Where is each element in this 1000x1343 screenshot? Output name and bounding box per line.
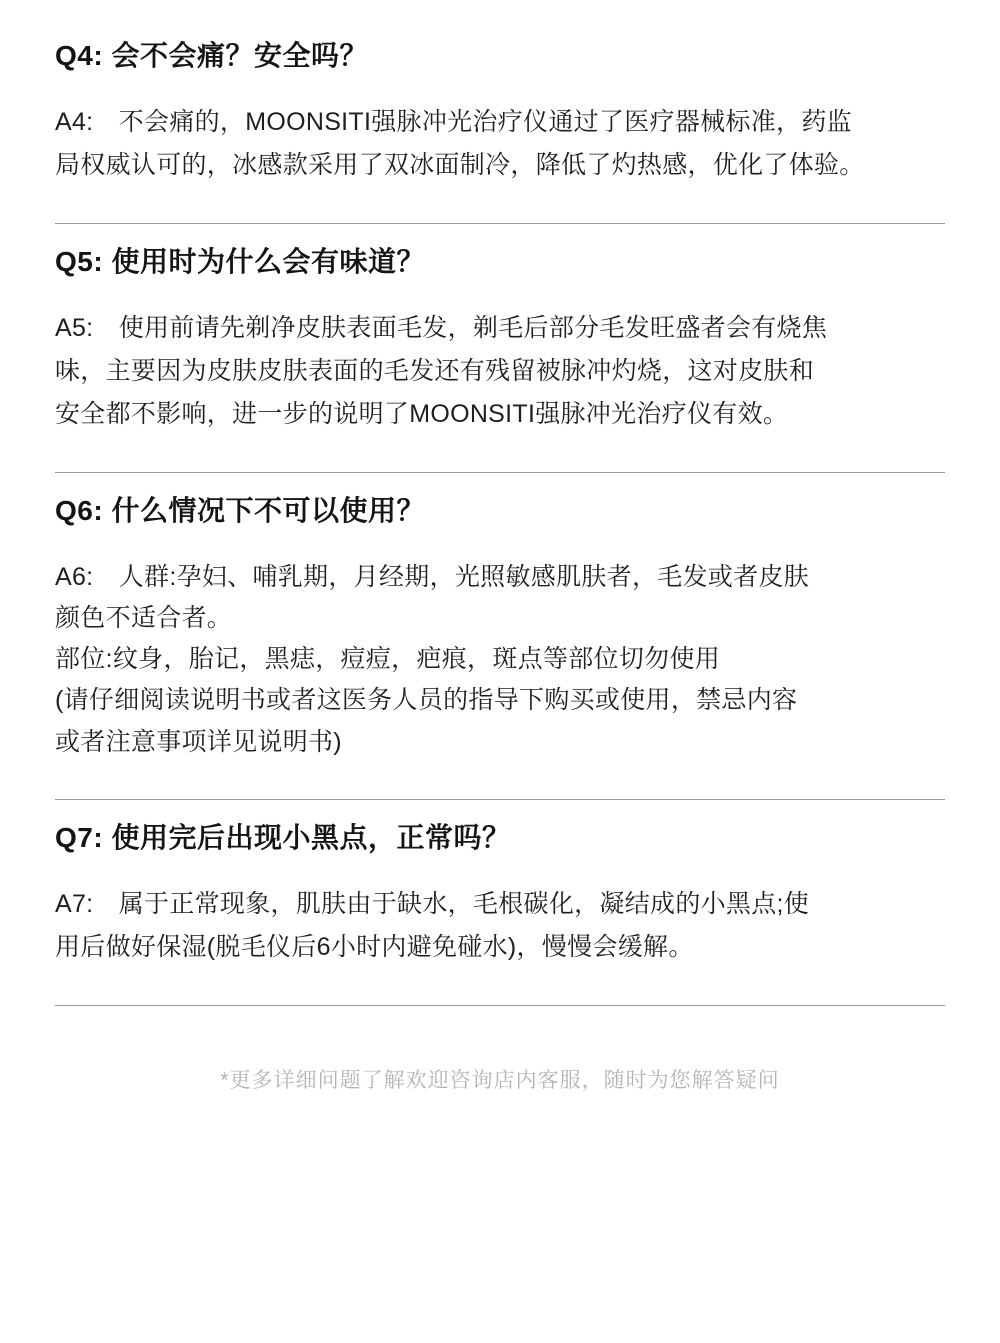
faq-item-q6 xyxy=(55,473,945,799)
faq-answer xyxy=(55,557,945,763)
faq-answer-line: A6: 人群:孕妇、哺乳期，月经期，光照敏感肌肤者，毛发或者皮肤 xyxy=(55,562,810,591)
faq-answer-line: A4: 不会痛的，MOONSITI强脉冲光治疗仪通过了医疗器械标准，药监 xyxy=(55,108,852,137)
faq-answer-line: 颜色不适合者。 xyxy=(55,603,233,632)
faq-answer xyxy=(55,883,945,969)
faq-answer-line: 或者注意事项详见说明书) xyxy=(55,727,342,756)
faq-answer-line: A7: 属于正常现象，肌肤由于缺水，毛根碳化，凝结成的小黑点;使 xyxy=(55,890,810,918)
faq-item-q7 xyxy=(55,800,945,1006)
faq-answer-line: 部位:纹身，胎记，黑痣，痘痘，疤痕，斑点等部位切勿使用 xyxy=(55,645,721,674)
faq-answer xyxy=(55,307,945,436)
faq-answer xyxy=(55,101,945,187)
faq-question: Q4: 会不会痛？安全吗？ xyxy=(55,40,368,71)
faq-answer-line: 安全都不影响，进一步的说明了MOONSITI强脉冲光治疗仪有效。 xyxy=(55,400,789,429)
faq-answer-line: A5: 使用前请先剃净皮肤表面毛发，剃毛后部分毛发旺盛者会有烧焦 xyxy=(55,314,828,343)
faq-answer-line: 局权威认可的，冰感款采用了双冰面制冷，降低了灼热感，优化了体验。 xyxy=(55,151,865,180)
faq-question: Q7: 使用完后出现小黑点，正常吗？ xyxy=(55,821,511,853)
faq-answer-line: (请仔细阅读说明书或者这医务人员的指导下购买或使用，禁忌内容 xyxy=(55,686,798,715)
faq-item-q4 xyxy=(55,18,945,224)
faq-item-q5 xyxy=(55,224,945,473)
faq-question: Q5: 使用时为什么会有味道？ xyxy=(55,246,425,278)
faq-question: Q6: 什么情况下不可以使用？ xyxy=(55,495,425,527)
faq-answer-line: 味，主要因为皮肤皮肤表面的毛发还有残留被脉冲灼烧，这对皮肤和 xyxy=(55,357,815,386)
footer-note: *更多详细问题了解欢迎咨询店内客服，随时为您解答疑问 xyxy=(220,1069,780,1092)
faq-answer-line: 用后做好保湿(脱毛仪后6小时内避免碰水)，慢慢会缓解。 xyxy=(55,933,694,961)
